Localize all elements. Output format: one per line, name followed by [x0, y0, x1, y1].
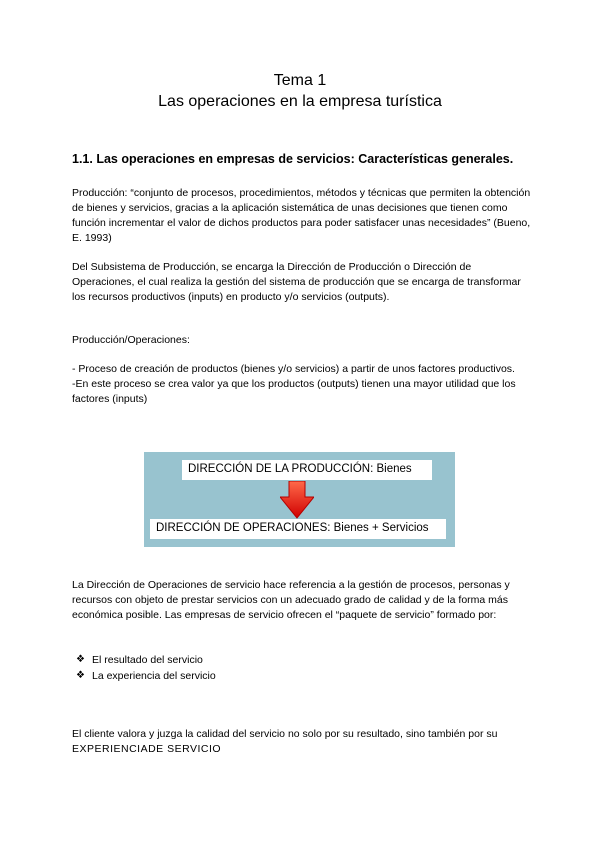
diagram-box-operaciones: DIRECCIÓN DE OPERACIONES: Bienes + Servicios [150, 519, 446, 539]
paragraph-proceso [72, 362, 532, 407]
proceso-line-2: -En este proceso se crea valor ya que los productos (outputs) tienen una mayor utilidad que los factores (inputs) [72, 378, 516, 405]
production-diagram [144, 452, 455, 547]
page-subtitle: Las operaciones en la empresa turística [158, 93, 442, 110]
proceso-line-1: - Proceso de creación de productos (bienes y/o servicios) a partir de unos factores productivos. [72, 363, 515, 375]
diagram-box-produccion: DIRECCIÓN DE LA PRODUCCIÓN: Bienes [182, 460, 432, 480]
page-title: Tema 1 [273, 72, 327, 89]
paragraph-produccion-operaciones-label: Producción/Operaciones: [72, 334, 190, 346]
list-item-label: La experiencia del servicio [92, 670, 216, 682]
paragraph-cliente [72, 727, 532, 757]
paragraph-produccion-definition: Producción: “conjunto de procesos, procedimientos, métodos y técnicas que permiten la obtención de bienes y servicios, gracias a la aplicación sistemática de unas decisiones que tienen como función incrementar el valor de dichos productos para poder satisfacer unas necesidades” (Bueno, E. 1993) [72, 187, 531, 244]
section-heading: 1.1. Las operaciones en empresas de servicios: Características generales. [72, 152, 514, 166]
list-item-label: El resultado del servicio [92, 654, 203, 666]
list-item [76, 668, 216, 684]
paragraph-direccion-servicio: La Dirección de Operaciones de servicio hace referencia a la gestión de procesos, personas y recursos con objeto de prestar servicios con un adecuado grado de calidad y de la forma más económica posible. Las empresas de servicio ofrecen el “paquete de servicio” formado por: [72, 579, 510, 621]
down-arrow-icon [280, 481, 314, 519]
paragraph-subsistema: Del Subsistema de Producción, se encarga la Dirección de Producción o Dirección de Operaciones, el cual realiza la gestión del sistema de producción que se encarga de transformar los recursos productivos (inputs) en producto y/o servicios (outputs). [72, 261, 521, 303]
list-item [76, 652, 216, 668]
cliente-text: El cliente valora y juzga la calidad del servicio no solo por su resultado, sino también por su [72, 728, 498, 740]
diamond-bullet-icon: ❖ [76, 654, 85, 665]
cliente-caps: EXPERIENCIADE SERVICIO [72, 743, 222, 755]
diamond-bullet-icon: ❖ [76, 670, 85, 681]
bullet-list [76, 652, 216, 684]
